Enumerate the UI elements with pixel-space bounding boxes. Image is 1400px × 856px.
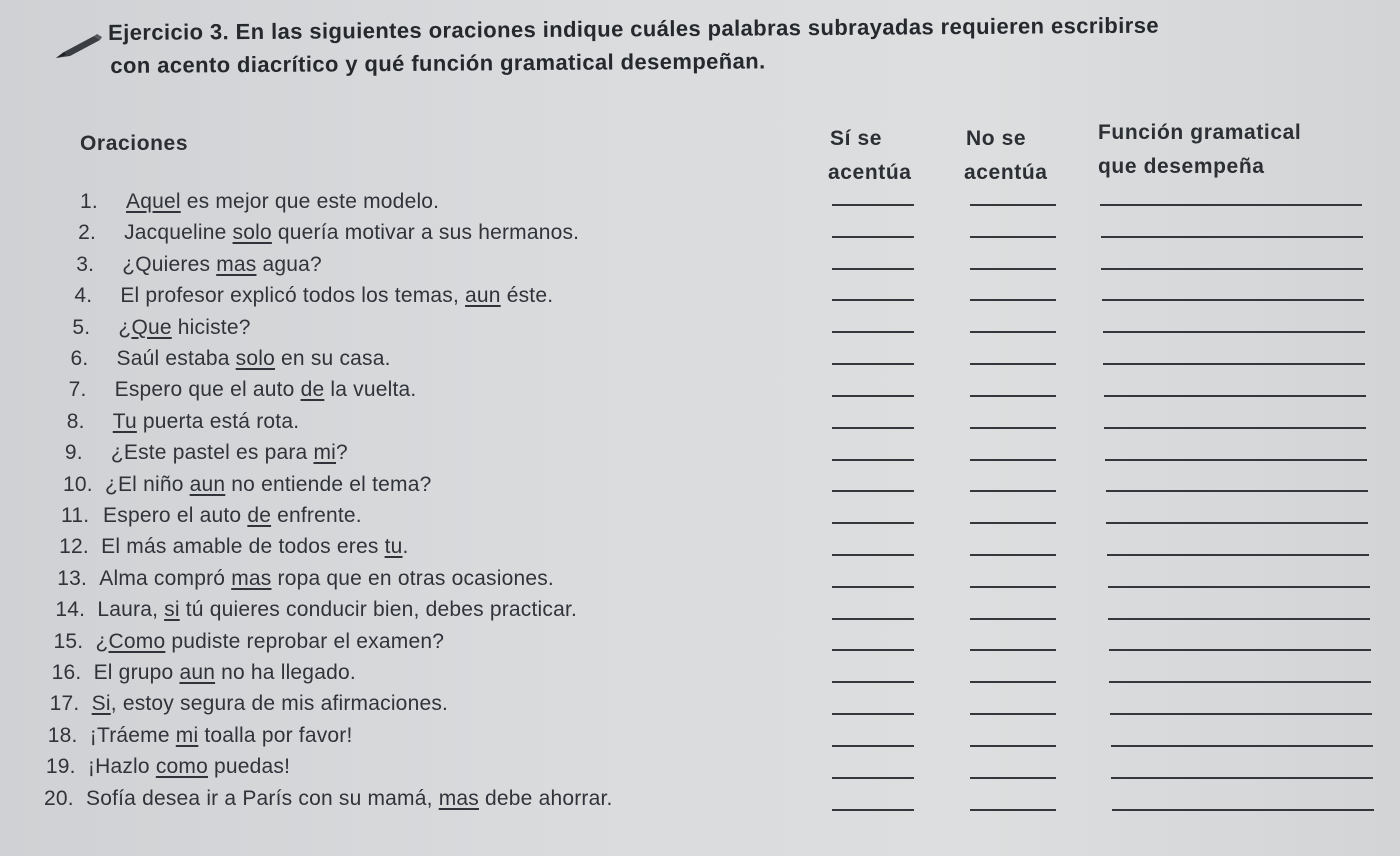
underlined-word: como [155,755,208,779]
sentence-post: la vuelta. [324,378,417,402]
blank-funcion-gramatical[interactable] [1108,586,1370,588]
blank-si-se-acentua[interactable] [832,331,914,333]
sentence-post: puedas! [207,755,291,779]
blank-si-se-acentua[interactable] [832,745,914,747]
blank-funcion-gramatical[interactable] [1104,427,1366,429]
sentence-row [0,661,1400,691]
header-no-line-1: No se [966,127,1027,150]
sentence-number: 11. [61,504,90,527]
blank-no-se-acentua[interactable] [970,490,1056,492]
header-func-line-2: que desempeña [1098,155,1265,178]
sentence-number: 8. [66,409,85,433]
sentence-pre: Saúl estaba [116,347,236,370]
sentence-pre: Laura, [97,598,165,622]
sentence-text [61,504,362,528]
sentence-post: puerta está rota. [136,409,300,433]
underlined-word: solo [232,221,272,245]
blank-si-se-acentua[interactable] [832,236,914,238]
header-si-line-2: acentúa [828,161,912,184]
sentence-pre: ¿ [95,629,109,653]
sentence-post: . [402,535,409,559]
blank-no-se-acentua[interactable] [970,586,1056,588]
sentence-post: debe ahorrar. [478,786,613,810]
sentence-post: pudiste reprobar el examen? [165,629,445,653]
blank-funcion-gramatical[interactable] [1105,459,1367,461]
sentence-row [0,347,1400,377]
sentence-pre: Espero que el auto [114,378,301,402]
blank-si-se-acentua[interactable] [832,777,914,779]
blank-funcion-gramatical[interactable] [1102,299,1364,301]
sentence-text [59,535,408,559]
sentence-pre: ¿ [118,315,132,339]
sentence-post: quería motivar a sus hermanos. [271,221,580,245]
blank-si-se-acentua[interactable] [832,681,914,683]
sentence-row [0,692,1400,722]
sentence-text [52,661,356,685]
sentence-text [71,347,391,371]
sentence-text [57,567,554,591]
sentence-number: 15. [53,629,84,653]
blank-funcion-gramatical[interactable] [1109,681,1371,683]
sentence-number: 18. [47,723,78,747]
blank-si-se-acentua[interactable] [832,522,914,524]
sentence-post: ? [336,441,348,465]
underlined-word: de [247,504,272,527]
instructions-line-1: Ejercicio 3. En las siguientes oraciones indique cuáles palabras subrayadas requieren escribirse [108,12,1160,45]
sentence-text [50,692,448,716]
underlined-word: mi [175,723,199,747]
sentence-pre: El profesor explicó todos los temas, [120,284,466,308]
sentence-pre: ¿Este pastel es para [110,441,314,465]
blank-no-se-acentua[interactable] [970,299,1056,301]
sentence-row [0,410,1400,440]
underlined-word: si [164,598,180,622]
sentence-pre: El grupo [93,661,180,684]
blank-no-se-acentua[interactable] [970,649,1056,651]
sentence-number: 1. [80,190,98,213]
sentence-text [74,284,553,308]
blank-no-se-acentua[interactable] [970,363,1056,365]
blank-no-se-acentua[interactable] [970,713,1056,715]
sentence-number: 10. [62,472,93,496]
sentence-row [0,378,1400,408]
blank-si-se-acentua[interactable] [832,363,914,365]
sentence-text [44,787,613,811]
blank-funcion-gramatical[interactable] [1112,809,1374,811]
sentence-pre: Jacqueline [124,221,233,245]
underlined-word: de [300,378,325,402]
underlined-word: mi [313,441,337,465]
sentence-text [55,598,577,622]
blank-si-se-acentua[interactable] [832,586,914,588]
sentence-pre: ¡Hazlo [87,755,156,779]
underlined-word: solo [235,347,275,370]
blank-si-se-acentua[interactable] [832,204,914,206]
blank-si-se-acentua[interactable] [832,299,914,301]
sentence-pre: El más amable de todos eres [101,535,385,559]
sentence-number: 16. [51,661,82,684]
header-no-line-2: acentúa [964,161,1048,184]
header-si-line-1: Sí se [830,127,883,150]
sentence-row [0,441,1400,471]
blank-funcion-gramatical[interactable] [1109,649,1371,651]
sentence-row [0,253,1400,283]
blank-no-se-acentua[interactable] [970,522,1056,524]
sentence-number: 9. [64,441,83,465]
blank-funcion-gramatical[interactable] [1108,618,1370,620]
sentence-pre: ¿El niño [104,472,190,496]
blank-no-se-acentua[interactable] [970,618,1056,620]
sentence-row [0,755,1400,785]
sentence-post: , estoy segura de mis afirmaciones. [110,692,449,716]
sentence-text [80,190,439,214]
sentence-row [0,724,1400,754]
sentence-number: 6. [70,347,89,370]
sentence-text [65,441,348,465]
blank-funcion-gramatical[interactable] [1106,490,1368,492]
sentence-number: 3. [76,252,95,276]
sentence-text [78,221,579,245]
sentence-number: 2. [78,221,97,245]
sentence-post: hiciste? [171,315,251,339]
underlined-word: Tu [112,409,137,433]
blank-no-se-acentua[interactable] [970,554,1056,556]
underlined-word: tu [384,535,403,559]
blank-si-se-acentua[interactable] [832,618,914,620]
sentence-row [0,190,1400,220]
sentence-row [0,221,1400,251]
blank-no-se-acentua[interactable] [970,204,1056,206]
blank-si-se-acentua[interactable] [832,268,914,270]
blank-si-se-acentua[interactable] [832,554,914,556]
underlined-word: mas [438,786,479,810]
sentence-number: 20. [44,786,74,810]
sentence-text [69,378,417,402]
sentence-number: 4. [74,284,93,308]
sentence-post: ropa que en otras ocasiones. [271,566,554,590]
blank-si-se-acentua[interactable] [832,649,914,651]
blank-no-se-acentua[interactable] [970,331,1056,333]
sentence-post: no ha llegado. [215,661,356,684]
sentence-row [0,598,1400,628]
sentence-post: éste. [500,284,554,308]
blank-funcion-gramatical[interactable] [1106,522,1368,524]
sentence-text [76,253,322,277]
sentence-post: es mejor que este modelo. [180,190,440,213]
sentence-row [0,630,1400,660]
blank-si-se-acentua[interactable] [832,490,914,492]
blank-no-se-acentua[interactable] [970,681,1056,683]
sentence-pre: ¿Quieres [122,252,217,276]
sentence-row [0,284,1400,314]
blank-funcion-gramatical[interactable] [1107,554,1369,556]
sentence-number: 19. [45,755,76,779]
sentence-number: 13. [57,566,88,590]
sentence-number: 17. [49,692,80,716]
sentence-pre: Sofía desea ir a París con su mamá, [86,786,439,810]
sentence-number: 14. [55,598,86,622]
blank-si-se-acentua[interactable] [832,459,914,461]
sentence-post: enfrente. [271,504,362,527]
sentence-row [0,787,1400,817]
blank-funcion-gramatical[interactable] [1100,204,1362,206]
underlined-word: Aquel [126,190,181,213]
blank-si-se-acentua[interactable] [832,713,914,715]
blank-funcion-gramatical[interactable] [1103,331,1365,333]
sentence-post: en su casa. [275,347,391,370]
header-func-line-1: Función gramatical [1098,121,1302,144]
underlined-word: mas [231,566,272,590]
underlined-word: aun [465,284,501,308]
underlined-word: mas [216,252,257,276]
blank-no-se-acentua[interactable] [970,236,1056,238]
sentence-pre: Espero el auto [103,504,248,527]
sentence-number: 5. [72,315,91,339]
blank-no-se-acentua[interactable] [970,809,1056,811]
blank-funcion-gramatical[interactable] [1111,777,1373,779]
header-oraciones: Oraciones [80,132,189,155]
sentence-post: toalla por favor! [198,723,353,747]
underlined-word: Si [91,692,111,716]
blank-funcion-gramatical[interactable] [1103,363,1365,365]
blank-funcion-gramatical[interactable] [1104,395,1366,397]
sentence-text [72,316,250,340]
sentence-text [67,410,300,434]
blank-funcion-gramatical[interactable] [1101,236,1363,238]
sentence-text [53,630,444,654]
sentence-pre: Alma compró [99,566,232,590]
blank-funcion-gramatical[interactable] [1101,268,1363,270]
blank-no-se-acentua[interactable] [970,395,1056,397]
blank-si-se-acentua[interactable] [832,809,914,811]
sentence-text [46,755,290,779]
blank-no-se-acentua[interactable] [970,745,1056,747]
underlined-word: Que [131,315,172,339]
sentence-text [63,473,432,497]
blank-no-se-acentua[interactable] [970,268,1056,270]
sentence-number: 7. [68,378,87,402]
underlined-word: Como [108,629,166,653]
blank-si-se-acentua[interactable] [832,395,914,397]
sentence-row [0,504,1400,534]
sentence-number: 12. [59,535,89,559]
sentence-row [0,316,1400,346]
blank-si-se-acentua[interactable] [832,427,914,429]
sentence-row [0,535,1400,565]
sentence-text [48,724,353,748]
blank-no-se-acentua[interactable] [970,427,1056,429]
sentence-post: agua? [256,252,322,276]
underlined-word: aun [179,661,216,684]
sentence-post: tú quieres conducir bien, debes practicar. [179,598,578,622]
sentence-row [0,567,1400,597]
underlined-word: aun [189,472,226,496]
blank-funcion-gramatical[interactable] [1110,713,1372,715]
sentence-post: no entiende el tema? [225,472,432,496]
blank-no-se-acentua[interactable] [970,459,1056,461]
sentence-row [0,473,1400,503]
blank-no-se-acentua[interactable] [970,777,1056,779]
sentence-pre: ¡Tráeme [89,723,176,747]
blank-funcion-gramatical[interactable] [1111,745,1373,747]
instructions-line-2: con acento diacrítico y qué función gramatical desempeñan. [110,48,766,78]
